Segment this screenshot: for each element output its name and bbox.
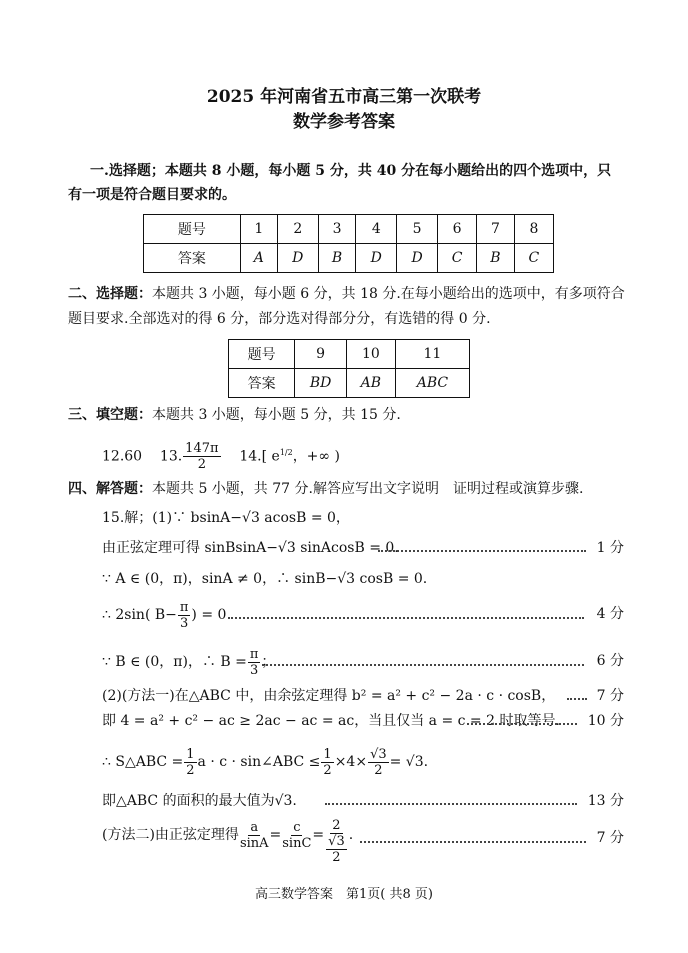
text: = √3. <box>389 754 429 770</box>
table-cell: 3 <box>318 215 356 244</box>
score-label: 4 分 <box>596 606 624 622</box>
table-cell: 2 <box>277 215 318 244</box>
table-cell: B <box>490 250 501 266</box>
numerator: π <box>179 599 189 615</box>
section-label: 四、解答题： <box>68 481 152 497</box>
score-label: 6 分 <box>596 653 624 669</box>
text: a · c · sin∠ABC ≤ <box>197 754 321 770</box>
document-subtitle: 数学参考答案 <box>293 112 395 132</box>
section-text: 本题共 3 小题，每小题 5 分，共 15 分. <box>152 407 401 423</box>
table-cell: D <box>292 250 304 266</box>
fill-in-answers <box>102 436 340 474</box>
numerator: a <box>250 819 259 835</box>
text: ) = 0 <box>191 607 227 623</box>
solution-line <box>102 745 428 779</box>
answer-table-2 <box>228 339 470 398</box>
table-cell: ABC <box>416 375 449 391</box>
table-cell: 8 <box>514 215 553 244</box>
table-cell: B <box>331 250 343 266</box>
exponent: 1/2 <box>279 448 293 457</box>
denominator: 2 <box>332 850 341 865</box>
score-label: 1 分 <box>596 540 624 556</box>
solution-line <box>102 645 275 679</box>
solution-line: 即△ABC 的面积的最大值为√3. <box>102 793 297 809</box>
page-footer: 高三数学答案 第1页( 共8 页) <box>255 887 433 902</box>
text: ； <box>261 654 276 670</box>
table-header: 题号 <box>144 215 241 244</box>
numerator: π <box>249 646 259 662</box>
section-text: 本题共 8 小题，每小题 5 分，共 40 分在每小题给出的四个选项中，只 <box>164 163 612 179</box>
table-cell: 5 <box>397 215 438 244</box>
answer-12: 12.60 <box>102 448 143 465</box>
score-label: 7 分 <box>596 688 624 704</box>
table-cell: C <box>528 250 540 266</box>
denominator: 2 <box>323 762 332 778</box>
section-label: 一.选择题； <box>90 163 165 179</box>
section-1-text2: 有一项是符合题目要求的。 <box>68 187 236 203</box>
answer-13: 13. <box>159 448 183 465</box>
denominator: 3 <box>250 662 259 678</box>
answer-14: 14.[ e <box>239 448 280 465</box>
table-cell: BD <box>309 375 332 391</box>
document-title: 2025 年河南省五市高三第一次联考 <box>206 87 482 107</box>
table-header: 答案 <box>229 369 295 398</box>
denominator: sinA <box>239 835 269 851</box>
table-header: 题号 <box>229 340 295 369</box>
text: ∴ 2sin( B− <box>102 607 177 623</box>
answer-14-end: ，+∞ ) <box>292 448 340 465</box>
answer-table-1 <box>143 214 554 273</box>
section-label: 二、选择题： <box>68 286 152 302</box>
solution-line: 15.解；(1)∵ bsinA−√3 acosB = 0， <box>102 510 350 526</box>
table-cell: 4 <box>356 215 397 244</box>
text: ×4× <box>334 754 368 770</box>
numerator: 147π <box>185 441 219 457</box>
denominator: 3 <box>180 615 189 631</box>
section-3-heading <box>68 406 401 424</box>
solution-line: 由正弦定理可得 sinBsinA−√3 sinAcosB = 0. <box>102 540 399 556</box>
numerator: c <box>293 819 301 835</box>
section-text: 本题共 5 小题，共 77 分.解答应写出文字说明 证明过程或演算步骤. <box>152 481 584 497</box>
denominator: 2 <box>197 457 206 473</box>
table-cell: 11 <box>395 340 469 369</box>
text: ∵ B ∈ (0，π)，∴ B = <box>102 654 247 670</box>
table-cell: 6 <box>438 215 477 244</box>
denominator: 2 <box>186 762 195 778</box>
text: ∴ S△ABC = <box>102 754 184 770</box>
text: = <box>269 827 282 843</box>
table-cell: 9 <box>295 340 347 369</box>
section-2-text2: 题目要求.全部选对的得 6 分，部分选对得部分分，有选错的得 0 分. <box>68 311 491 327</box>
numerator: 1 <box>186 746 195 762</box>
solution-line: 即 4 = a² + c² − ac ≥ 2ac − ac = ac，当且仅当 a = c = 2 时取等号. <box>102 713 560 729</box>
text: = <box>312 827 325 843</box>
table-cell: C <box>451 250 463 266</box>
section-4-heading <box>68 480 583 498</box>
numerator: √3 <box>328 834 345 849</box>
table-cell: D <box>411 250 423 266</box>
table-cell: 7 <box>477 215 515 244</box>
table-cell: 1 <box>240 215 277 244</box>
solution-line: ∵ A ∈ (0，π)，sinA ≠ 0，∴ sinB−√3 cosB = 0. <box>102 571 428 587</box>
score-label: 13 分 <box>587 793 624 809</box>
solution-line <box>102 598 226 632</box>
table-cell: A <box>253 250 264 266</box>
solution-line <box>102 818 353 865</box>
numerator: 2 <box>332 818 341 833</box>
denominator: sinC <box>282 835 312 851</box>
denominator: 2 <box>374 762 383 778</box>
table-header: 答案 <box>144 244 241 273</box>
text: (方法二)由正弦定理得 <box>102 827 239 843</box>
score-label: 7 分 <box>596 830 624 846</box>
section-label: 三、填空题： <box>68 407 152 423</box>
section-1-heading <box>90 162 611 180</box>
section-text: 本题共 3 小题，每小题 6 分，共 18 分.在每小题给出的选项中，有多项符合 <box>152 286 625 302</box>
text: . <box>348 827 354 843</box>
numerator: √3 <box>370 746 387 762</box>
table-cell: AB <box>360 375 382 391</box>
score-label: 10 分 <box>587 713 624 729</box>
table-cell: D <box>370 250 382 266</box>
solution-line: (2)(方法一)在△ABC 中，由余弦定理得 b² = a² + c² − 2a · c · cosB， <box>102 688 556 704</box>
section-2-heading <box>68 285 625 303</box>
numerator: 1 <box>323 746 332 762</box>
table-cell: 10 <box>346 340 395 369</box>
